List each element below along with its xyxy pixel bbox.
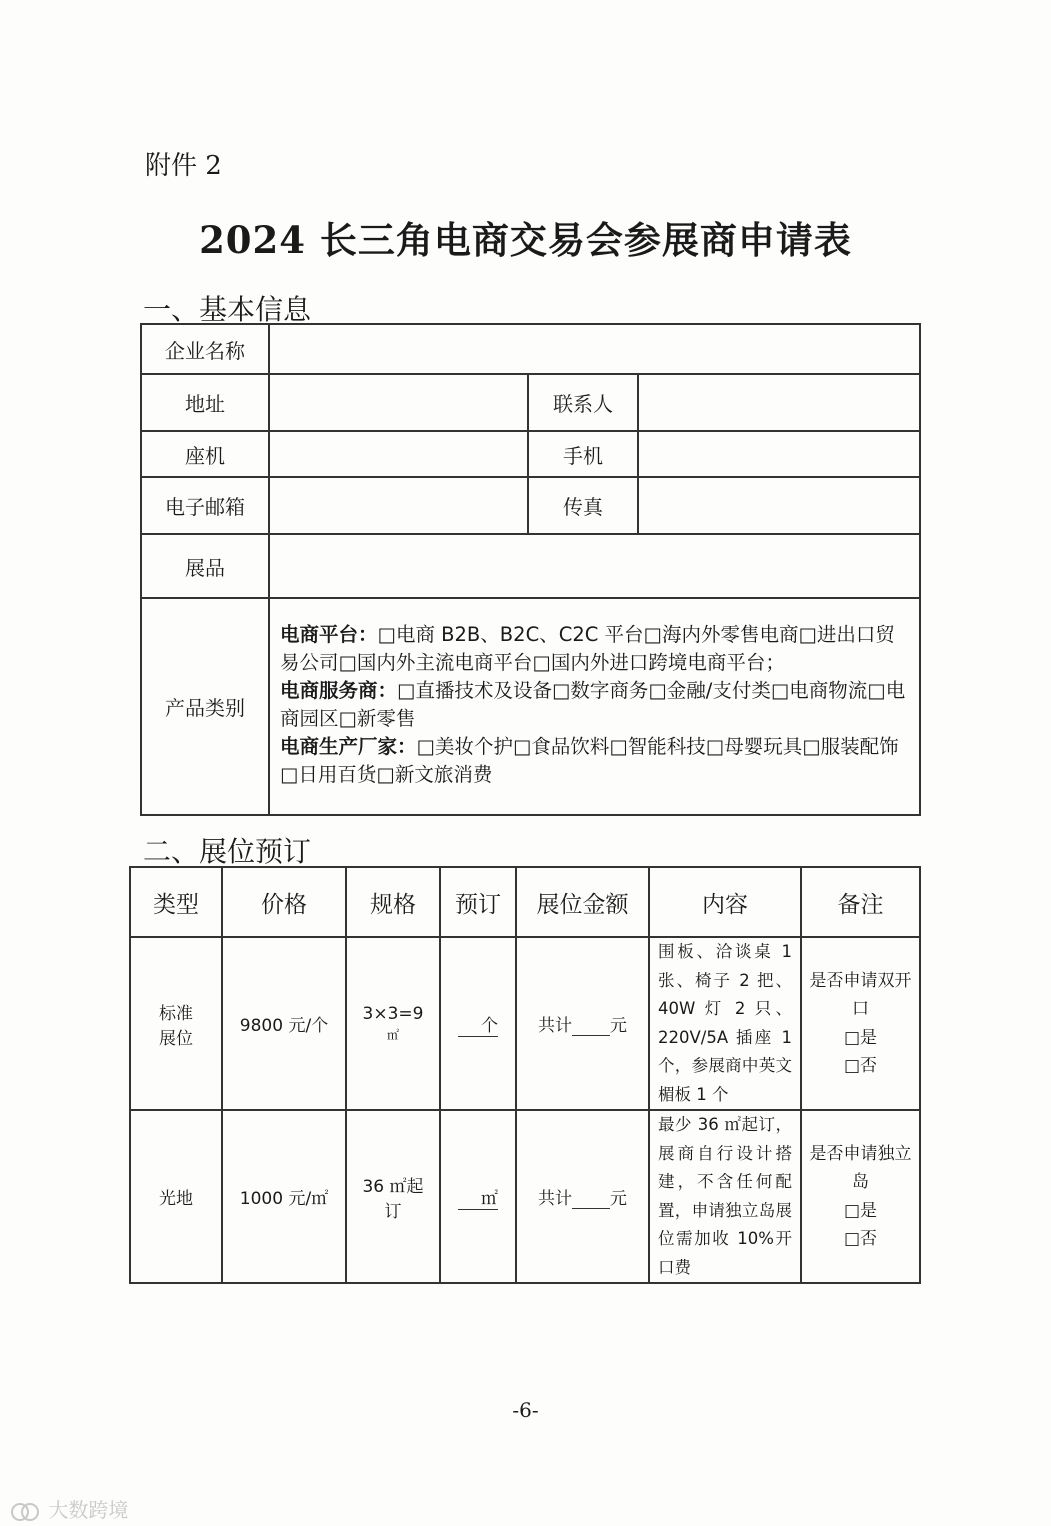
exhibits-field[interactable] — [269, 534, 920, 598]
cat-service-items[interactable]: □直播技术及设备□数字商务□金融/支付类□电商物流□电商园区□新零售 — [280, 678, 906, 730]
open-yes-checkbox[interactable]: □是 — [843, 1027, 878, 1048]
cat-platform-title: 电商平台： — [280, 622, 378, 646]
raw-space-remark[interactable]: 是否申请独立岛 □是 □否 — [801, 1110, 920, 1283]
watermark-logo-icon — [10, 1502, 42, 1522]
basic-info-table — [140, 323, 921, 816]
attachment-label: 附件 2 — [145, 151, 222, 181]
raw-space-spec: 36 ㎡起 订 — [346, 1110, 440, 1283]
standard-booth-price: 9800 元/个 — [222, 937, 346, 1110]
island-yes-checkbox[interactable]: □是 — [843, 1200, 878, 1221]
raw-space-price: 1000 元/㎡ — [222, 1110, 346, 1283]
standard-booth-type: 标准 展位 — [130, 937, 222, 1110]
col-remark: 备注 — [801, 867, 920, 937]
standard-booth-quantity-field[interactable]: 个 — [440, 937, 516, 1110]
col-booking: 预订 — [440, 867, 516, 937]
raw-space-amount-field[interactable]: 共计 元 — [516, 1110, 649, 1283]
section-basic-info-heading: 一、基本信息 — [143, 293, 312, 326]
standard-booth-spec: 3×3=9 ㎡ — [346, 937, 440, 1110]
col-content: 内容 — [649, 867, 801, 937]
address-label: 地址 — [141, 374, 269, 431]
raw-space-area-field[interactable]: ㎡ — [440, 1110, 516, 1283]
standard-booth-content: 围板、洽谈桌 1 张、椅子 2 把、40W 灯 2 只、220V/5A 插座 1 个，参展商中英文楣板 1 个 — [649, 937, 801, 1110]
col-amount: 展位金额 — [516, 867, 649, 937]
product-category-label: 产品类别 — [141, 598, 269, 815]
mobile-field[interactable] — [638, 431, 920, 477]
col-price: 价格 — [222, 867, 346, 937]
contact-label: 联系人 — [528, 374, 638, 431]
company-name-label: 企业名称 — [141, 324, 269, 374]
watermark-text: 大数跨境 — [48, 1498, 129, 1522]
landline-label: 座机 — [141, 431, 269, 477]
standard-booth-amount-field[interactable]: 共计 元 — [516, 937, 649, 1110]
section-booth-booking-heading: 二、展位预订 — [143, 835, 312, 868]
col-spec: 规格 — [346, 867, 440, 937]
table-row — [130, 1110, 920, 1283]
standard-booth-remark[interactable]: 是否申请双开口 □是 □否 — [801, 937, 920, 1110]
fax-label: 传真 — [528, 477, 638, 534]
booth-booking-table — [129, 866, 921, 1284]
exhibits-label: 展品 — [141, 534, 269, 598]
page-number: -6- — [512, 1398, 539, 1422]
raw-space-type: 光地 — [130, 1110, 222, 1283]
landline-field[interactable] — [269, 431, 528, 477]
form-title: 2024 长三角电商交易会参展商申请表 — [199, 218, 852, 262]
open-no-checkbox[interactable]: □否 — [843, 1056, 878, 1076]
watermark — [10, 1494, 128, 1523]
product-category-options[interactable] — [269, 598, 920, 815]
contact-field[interactable] — [638, 374, 920, 431]
island-no-checkbox[interactable]: □否 — [843, 1229, 878, 1249]
address-field[interactable] — [269, 374, 528, 431]
mobile-label: 手机 — [528, 431, 638, 477]
cat-manufacturer-items[interactable]: □美妆个护□食品饮料□智能科技□母婴玩具□服装配饰□日用百货□新文旅消费 — [280, 734, 899, 786]
cat-service-title: 电商服务商： — [280, 678, 398, 702]
col-type: 类型 — [130, 867, 222, 937]
raw-space-content: 最少 36 ㎡起订，展商自行设计搭建，不含任何配置，申请独立岛展位需加收 10%开口费 — [649, 1110, 801, 1283]
cat-manufacturer-title: 电商生产厂家： — [280, 734, 417, 758]
company-name-field[interactable] — [269, 324, 920, 374]
email-label: 电子邮箱 — [141, 477, 269, 534]
fax-field[interactable] — [638, 477, 920, 534]
email-field[interactable] — [269, 477, 528, 534]
cat-platform-items[interactable]: □电商 B2B、B2C、C2C 平台□海内外零售电商□进出口贸易公司□国内外主流电商平台□国内外进口跨境电商平台； — [280, 622, 895, 674]
table-row — [130, 937, 920, 1110]
